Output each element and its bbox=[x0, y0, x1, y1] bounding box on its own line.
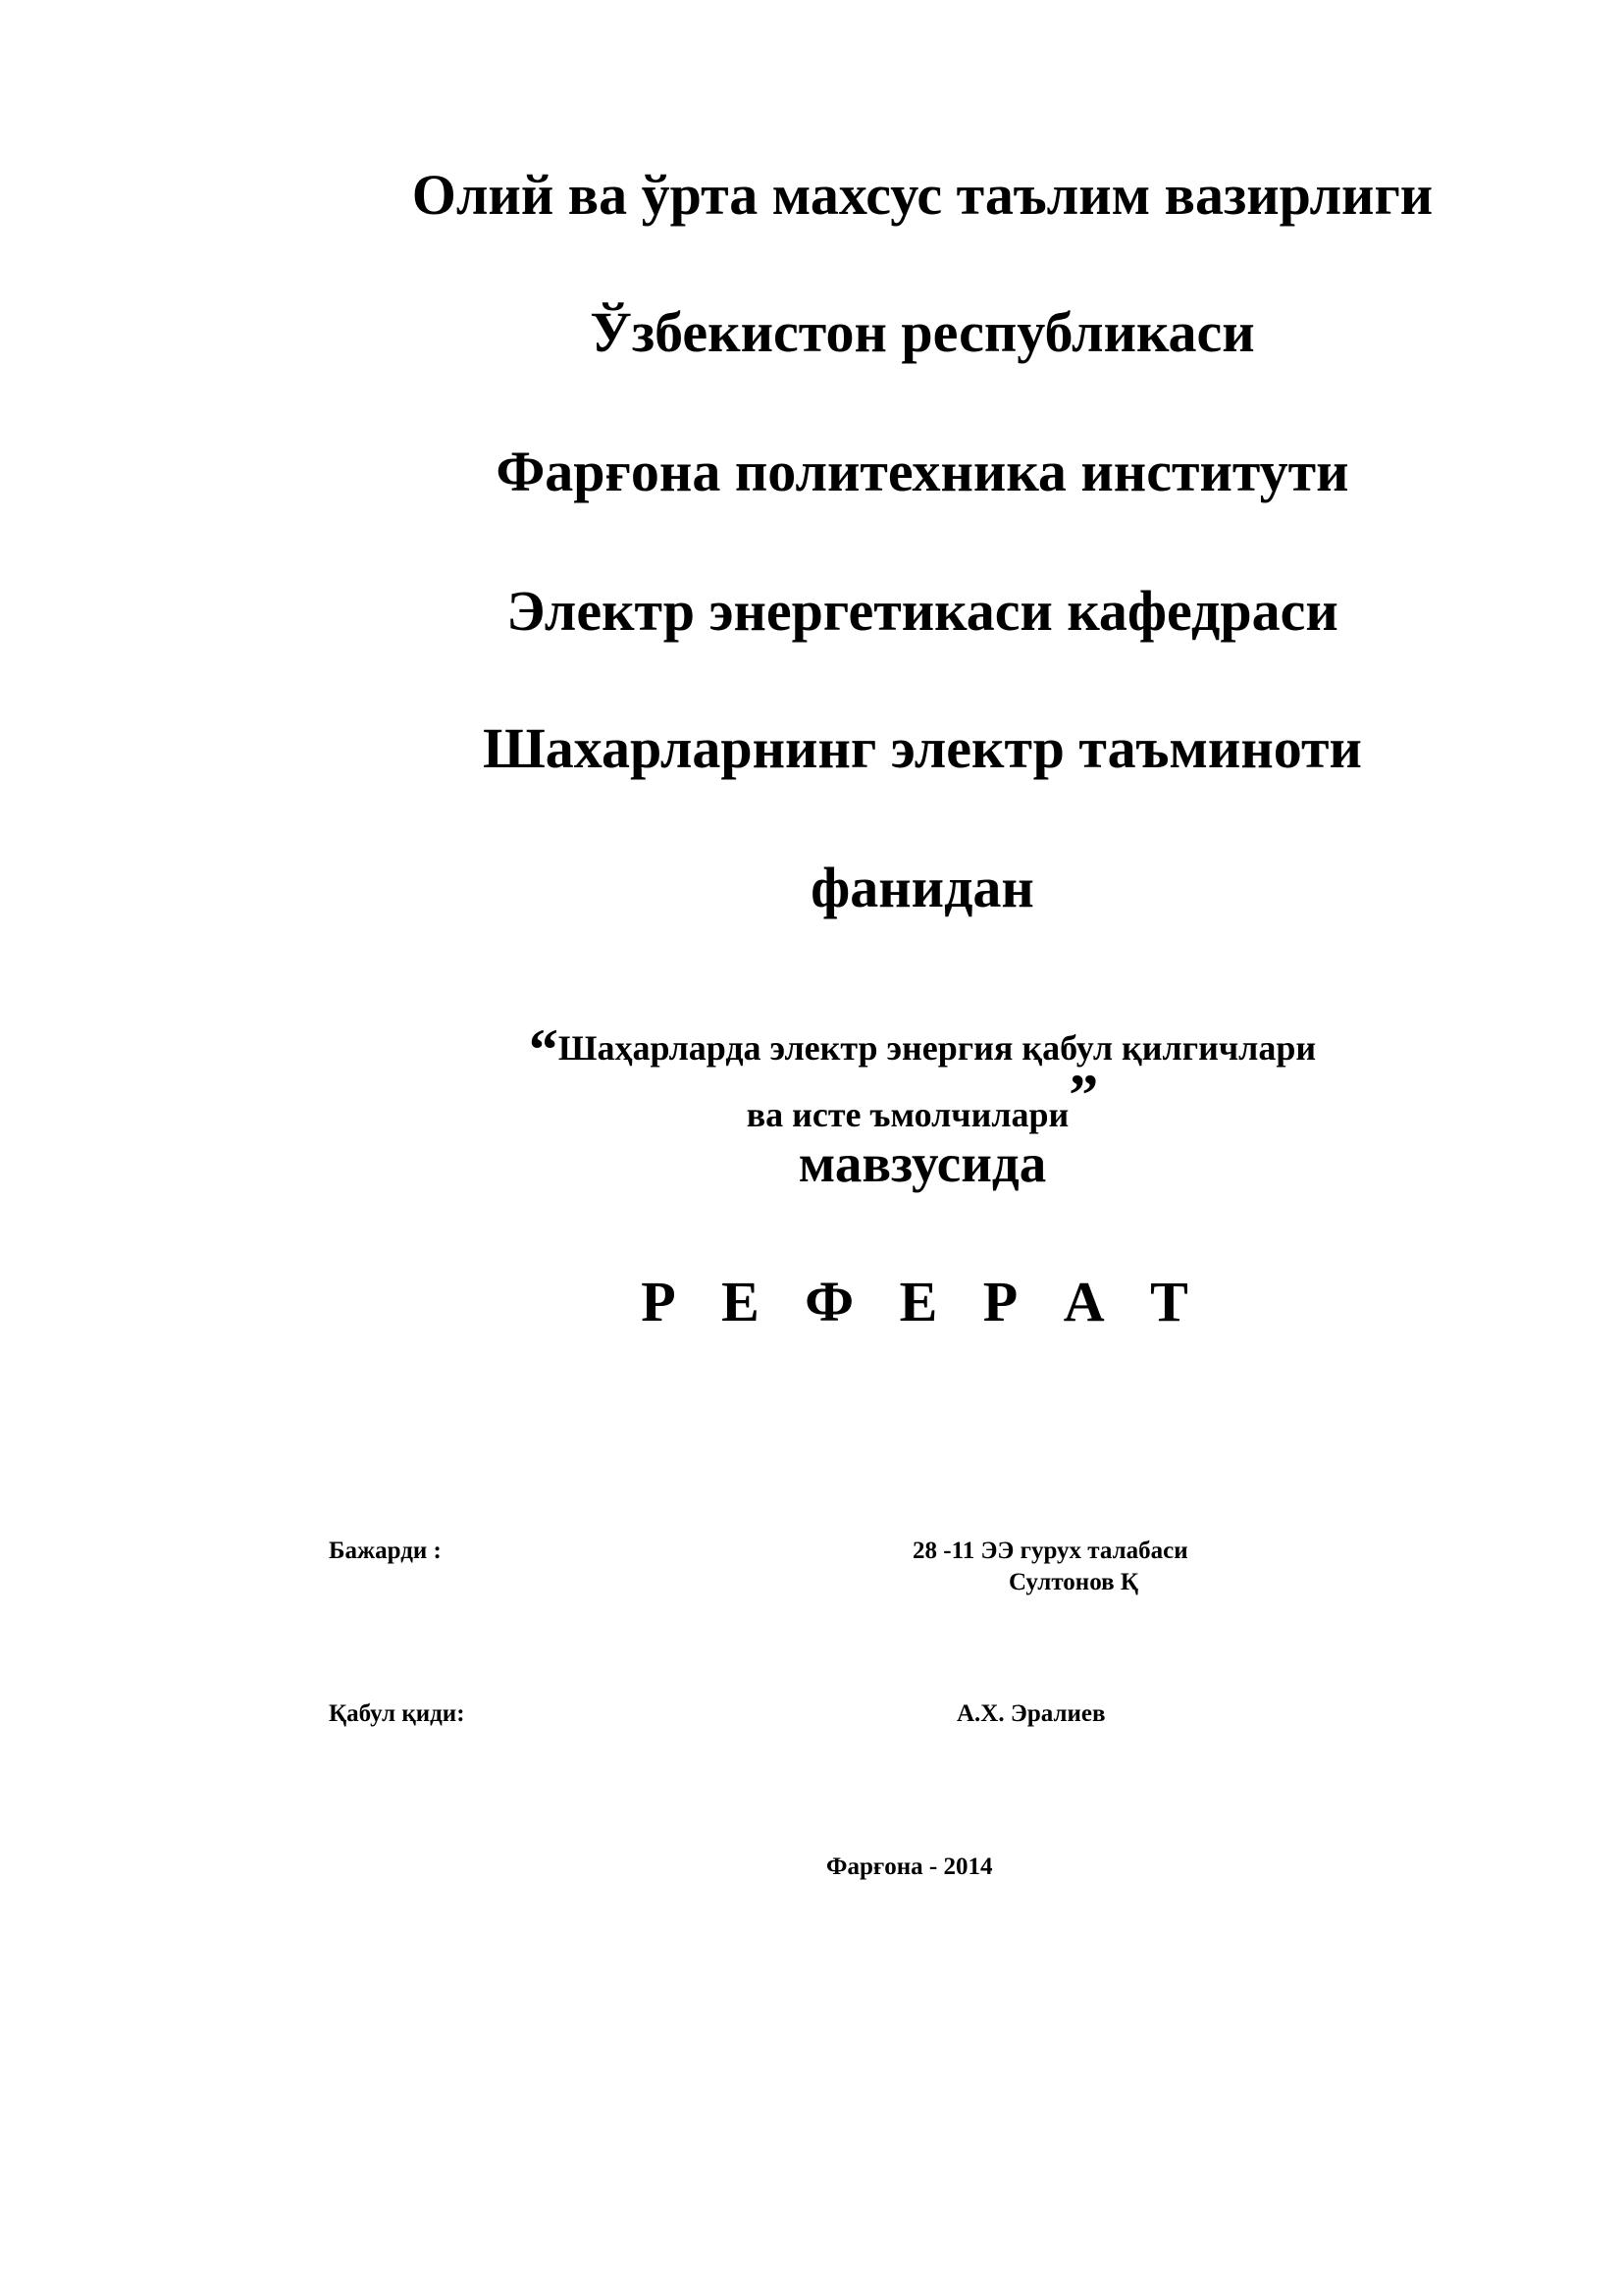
institute-heading: Фарғона политехника институти bbox=[496, 440, 1349, 503]
republic-heading: Ўзбекистон республикаси bbox=[590, 300, 1255, 364]
performer-group: 28 -11 ЭЭ гурух талабаси bbox=[913, 1538, 1188, 1564]
reviewer-label: Қабул қиди: bbox=[329, 1700, 465, 1727]
city-year: Фарғона - 2014 bbox=[826, 1853, 993, 1880]
subject-heading-line1: Шахарларнинг электр таъминоти bbox=[483, 716, 1362, 780]
topic-line1-text: Шаҳарларда электр энергия қабул қилгичлари bbox=[557, 1028, 1317, 1068]
performer-label: Бажарди : bbox=[329, 1538, 442, 1564]
topic-open-quote: “ bbox=[528, 1018, 558, 1082]
performer-name: Султонов Қ bbox=[1009, 1569, 1138, 1595]
topic-suffix: мавзусида bbox=[798, 1133, 1047, 1193]
department-heading: Электр энергетикаси кафедраси bbox=[506, 579, 1338, 643]
ministry-heading: Олий ва ўрта махсус таълим вазирлиги bbox=[411, 163, 1434, 227]
subject-heading-line2: фанидан bbox=[811, 856, 1034, 919]
topic-line2 bbox=[0, 1063, 1624, 1136]
topic-line2-text: ва исте ъмолчилари bbox=[746, 1095, 1070, 1134]
reviewer-name: А.Х. Эралиев bbox=[957, 1700, 1106, 1727]
document-type: Р Е Ф Е Р А Т bbox=[641, 1270, 1204, 1333]
topic-line1 bbox=[0, 1011, 1624, 1082]
topic-close-quote: ” bbox=[1069, 1063, 1099, 1127]
